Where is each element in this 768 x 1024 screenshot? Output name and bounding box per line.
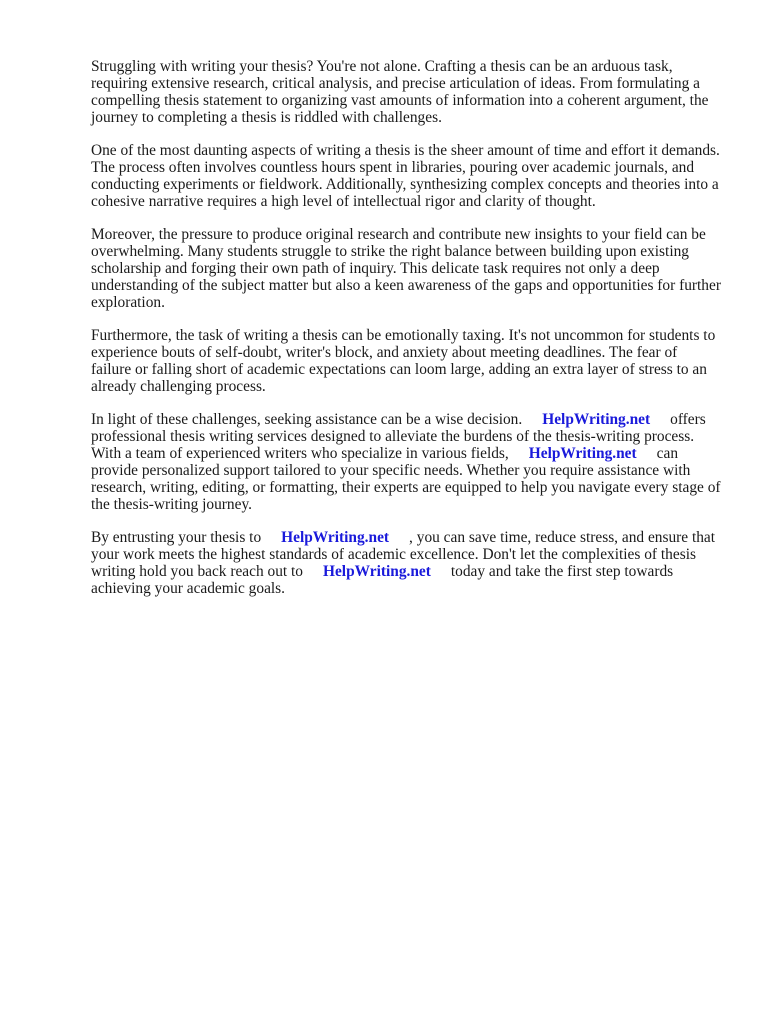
text-segment: In light of these challenges, seeking assistance can be a wise decision.: [91, 411, 523, 428]
paragraph-conclusion: [91, 529, 721, 597]
text-segment: By entrusting your thesis to: [91, 529, 262, 546]
paragraph-assistance: [91, 411, 721, 513]
text-segment: offers professional thesis writing services designed to alleviate the burdens of the thesis-writing process. With a team of experienced writers who specialize in various fields,: [91, 411, 706, 462]
helpwriting-link[interactable]: HelpWriting.net: [542, 411, 651, 428]
paragraph-emotional: Furthermore, the task of writing a thesis can be emotionally taxing. It's not uncommon for students to experience bouts of self-doubt, writer's block, and anxiety about meeting deadlines. The fear of failure or falling short of academic expectations can loom large, adding an extra layer of stress to an already challenging process.: [91, 327, 716, 395]
text-segment: today and take the first step towards achieving your academic goals.: [91, 563, 674, 597]
document-page: [91, 58, 721, 613]
paragraph-original-research: Moreover, the pressure to produce original research and contribute new insights to your field can be overwhelming. Many students struggle to strike the right balance between building upon existing scholarship and forging their own path of inquiry. This delicate task requires not only a deep understanding of the subject matter but also a keen awareness of the gaps and opportunities for further exploration.: [91, 226, 721, 311]
text-segment: can provide personalized support tailored to your specific needs. Whether you require assistance with research, writing, editing, or formatting, their experts are equipped to help you navigate every stage of the thesis-writing journey.: [91, 445, 721, 513]
helpwriting-link[interactable]: HelpWriting.net: [528, 445, 637, 462]
paragraph-intro: Struggling with writing your thesis? You're not alone. Crafting a thesis can be an arduous task, requiring extensive research, critical analysis, and precise articulation of ideas. From formulating a compelling thesis statement to organizing vast amounts of information into a coherent argument, the journey to completing a thesis is riddled with challenges.: [91, 58, 709, 126]
paragraph-time-effort: One of the most daunting aspects of writing a thesis is the sheer amount of time and effort it demands. The process often involves countless hours spent in libraries, pouring over academic journals, and conducting experiments or fieldwork. Additionally, synthesizing complex concepts and theories into a cohesive narrative requires a high level of intellectual rigor and clarity of thought.: [91, 142, 720, 210]
helpwriting-link[interactable]: HelpWriting.net: [281, 529, 390, 546]
text-segment: , you can save time, reduce stress, and ensure that your work meets the highest standards of academic excellence. Don't let the complexities of thesis writing hold you back reach out to: [91, 529, 716, 580]
helpwriting-link[interactable]: HelpWriting.net: [323, 563, 431, 580]
